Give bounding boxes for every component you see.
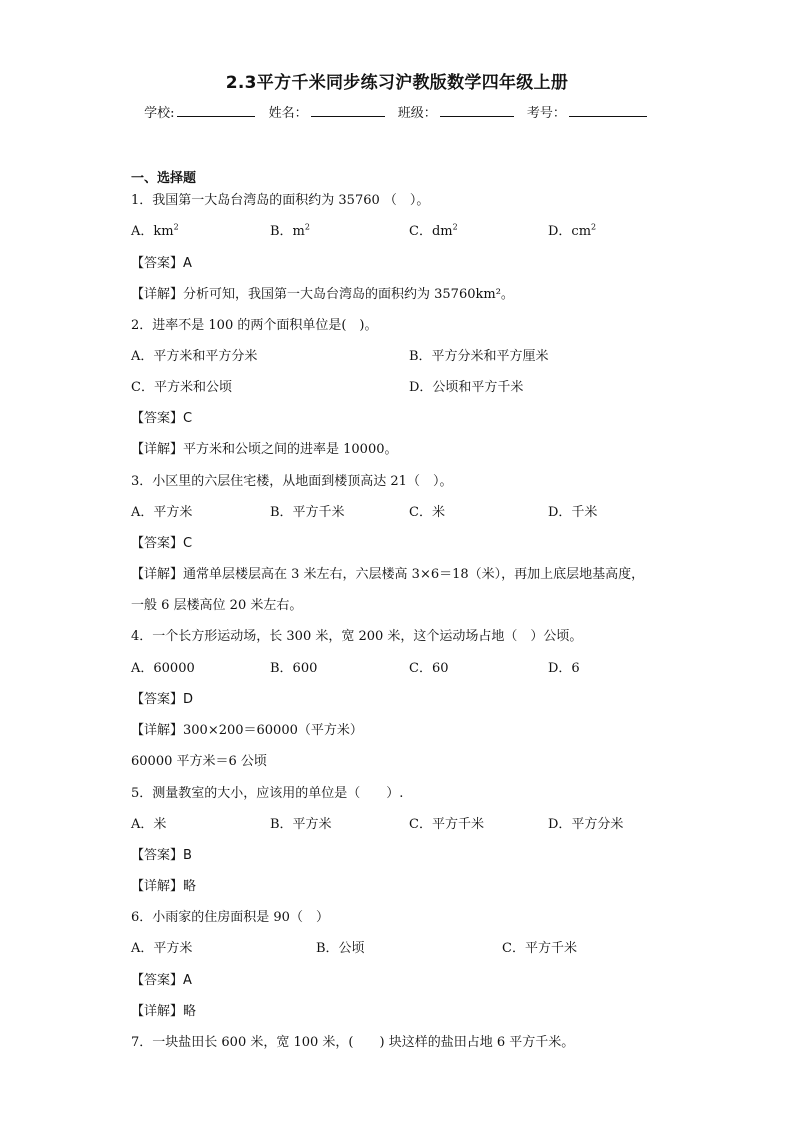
q6-option-a: A．平方米 — [131, 941, 193, 956]
q4-option-d: D．6 — [548, 661, 580, 676]
q6-detail: 【详解】略 — [131, 1004, 197, 1019]
q2-option-a: A．平方米和平方分米 — [131, 349, 258, 364]
q1-detail: 【详解】分析可知，我国第一大岛台湾岛的面积约为 35760km²。 — [131, 287, 514, 302]
q3-option-c: C．米 — [409, 505, 445, 520]
name-label: 姓名： — [268, 106, 308, 121]
question-7-stem: 7．一块盐田长 600 米，宽 100 米，( ) 块这样的盐田占地 6 平方千米。 — [131, 1035, 575, 1050]
q1-option-a: A．$km^2$ — [131, 222, 179, 239]
q2-option-d: D．公顷和平方千米 — [409, 380, 524, 395]
question-6-stem: 6．小雨家的住房面积是 90（ ） — [131, 910, 329, 925]
school-blank[interactable] — [177, 104, 255, 117]
q5-answer: 【答案】B — [131, 848, 192, 863]
class-blank[interactable] — [440, 104, 514, 117]
q4-answer: 【答案】D — [131, 692, 194, 707]
q6-answer: 【答案】A — [131, 973, 192, 988]
question-2-stem: 2．进率不是 100 的两个面积单位是( )。 — [131, 318, 378, 333]
q2-option-b: B．平方分米和平方厘米 — [409, 349, 549, 364]
q2-detail: 【详解】平方米和公顷之间的进率是 10000。 — [131, 442, 398, 457]
q3-option-a: A．平方米 — [131, 505, 193, 520]
q4-option-c: C．60 — [409, 661, 449, 676]
q3-detail-line-2: 一般 6 层楼高位 20 米左右。 — [131, 598, 303, 613]
student-info-line — [0, 102, 794, 121]
q6-option-b: B．公顷 — [316, 941, 365, 956]
question-3-stem: 3．小区里的六层住宅楼，从地面到楼顶高达 21（ ）。 — [131, 474, 453, 489]
exam-no-label: 考号： — [526, 106, 566, 121]
q6-option-c: C．平方千米 — [502, 941, 577, 956]
q5-option-d: D．平方分米 — [548, 817, 624, 832]
q5-option-c: C．平方千米 — [409, 817, 484, 832]
q5-option-b: B．平方米 — [270, 817, 332, 832]
q4-option-b: B．600 — [270, 661, 318, 676]
q2-option-c: C．平方米和公顷 — [131, 380, 232, 395]
q1-answer: 【答案】A — [131, 256, 192, 271]
q3-detail-line-1: 【详解】通常单层楼层高在 3 米左右，六层楼高 3×6＝18（米），再加上底层地基高度， — [131, 567, 645, 582]
question-4-stem: 4．一个长方形运动场，长 300 米，宽 200 米，这个运动场占地（ ）公顷。 — [131, 629, 583, 644]
q1-option-d: D．$cm^2$ — [548, 222, 597, 239]
exam-no-blank[interactable] — [569, 104, 647, 117]
q4-detail-line-2: 60000 平方米＝6 公顷 — [131, 754, 267, 769]
q2-answer: 【答案】C — [131, 411, 193, 426]
class-label: 班级： — [397, 106, 437, 121]
q4-detail-line-1: 【详解】300×200＝60000（平方米） — [131, 723, 363, 738]
question-5-stem: 5．测量教室的大小，应该用的单位是（ ）. — [131, 786, 404, 801]
q3-option-b: B．平方千米 — [270, 505, 345, 520]
section-heading: 一、选择题 — [131, 171, 197, 186]
q3-answer: 【答案】C — [131, 536, 193, 551]
q5-option-a: A．米 — [131, 817, 167, 832]
school-label: 学校: — [144, 106, 175, 121]
q5-detail: 【详解】略 — [131, 879, 197, 894]
q1-option-c: C．$dm^2$ — [409, 222, 458, 239]
question-1-stem: 1．我国第一大岛台湾岛的面积约为 35760 （ ）。 — [131, 193, 430, 208]
q3-option-d: D．千米 — [548, 505, 598, 520]
q1-option-b: B．$m^2$ — [270, 222, 310, 239]
q4-option-a: A．60000 — [131, 661, 195, 676]
page-title: 2.3平方千米同步练习沪教版数学四年级上册 — [225, 73, 569, 93]
name-blank[interactable] — [311, 104, 385, 117]
